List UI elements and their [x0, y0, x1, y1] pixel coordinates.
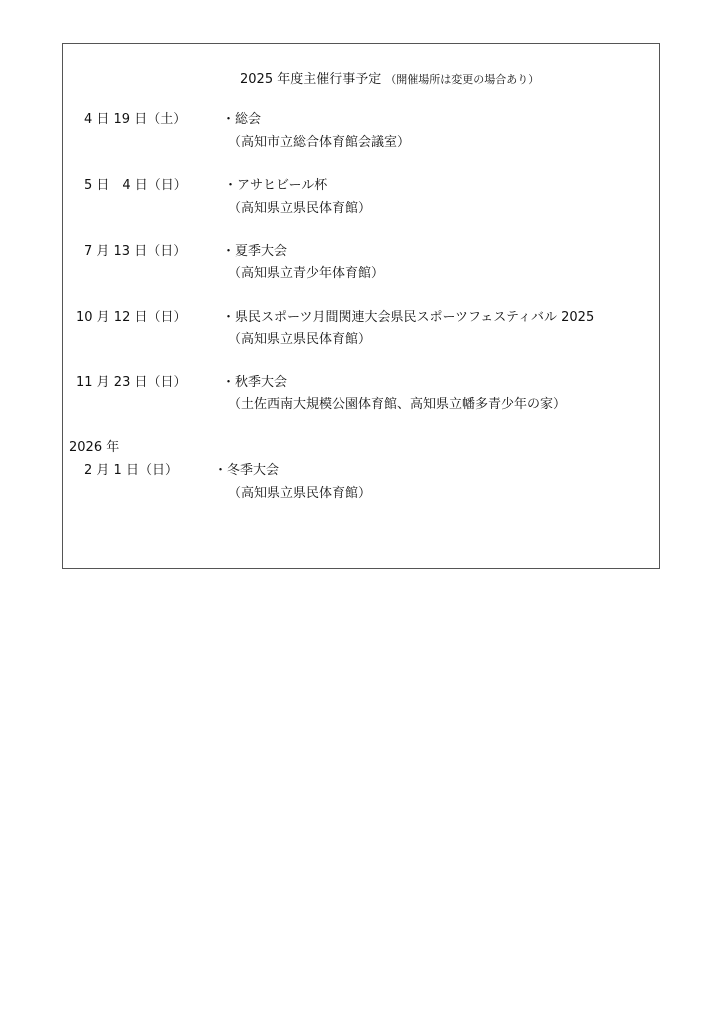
event-date: 11 月 23 日（日）: [76, 375, 187, 390]
event-date: 2 月 1 日（日）: [84, 463, 178, 478]
event-name: ・秋季大会: [222, 375, 288, 390]
event-date: 5 日 4 日（日）: [84, 178, 187, 193]
page-title: [240, 68, 539, 87]
event-date: 7 月 13 日（日）: [84, 244, 187, 259]
event-venue: （高知市立総合体育館会議室）: [228, 135, 411, 150]
event-name: ・夏季大会: [222, 244, 288, 259]
event-venue: （高知県立県民体育館）: [228, 332, 372, 347]
event-name: ・総会: [222, 112, 262, 127]
event-venue: （高知県立県民体育館）: [228, 486, 372, 501]
next-year-label: 2026 年: [69, 440, 120, 455]
event-name: ・冬季大会: [214, 463, 280, 478]
title-note: （開催場所は変更の場合あり）: [385, 73, 540, 86]
event-venue: （高知県立県民体育館）: [228, 201, 372, 216]
event-name: ・アサヒビール杯: [224, 178, 328, 193]
event-name: ・県民スポーツ月間関連大会県民スポーツフェスティバル 2025: [222, 310, 595, 325]
title-main: 2025 年度主催行事予定: [240, 72, 382, 87]
event-date: 4 日 19 日（土）: [84, 112, 187, 127]
event-venue: （土佐西南大規模公園体育館、高知県立幡多青少年の家）: [228, 397, 567, 412]
event-date: 10 月 12 日（日）: [76, 310, 187, 325]
event-venue: （高知県立青少年体育館）: [228, 266, 385, 281]
